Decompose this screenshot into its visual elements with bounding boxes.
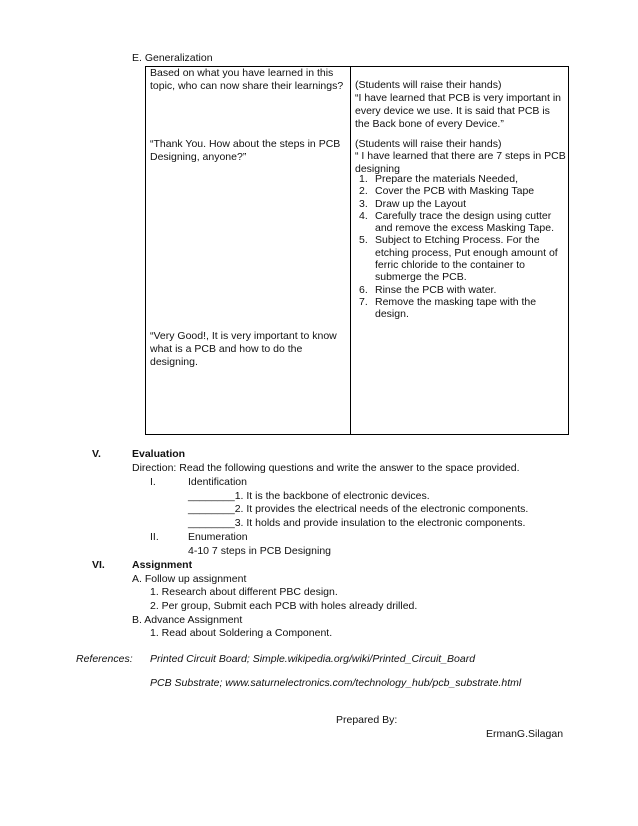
enumeration-title: Enumeration (188, 531, 248, 543)
list-item: 4. Carefully trace the design using cutter and remove the excess Masking Tape. (359, 209, 554, 235)
student-action-2: (Students will raise their hands) (355, 138, 502, 150)
evaluation-direction: Direction: Read the following questions and write the answer to the space provided. (132, 462, 520, 474)
assignment-b-item: 1. Read about Soldering a Component. (150, 627, 333, 639)
student-action-1: (Students will raise their hands) (355, 79, 502, 91)
list-item: 6. Rinse the PCB with water. (359, 283, 497, 296)
identification-item: ________1. It is the backbone of electronic devices. (188, 490, 430, 502)
evaluation-title: Evaluation (132, 448, 186, 460)
part-numeral-i: I. (150, 476, 156, 488)
preparer-name: ErmanG.Silagan (486, 728, 564, 740)
list-item: 2. Cover the PCB with Masking Tape (359, 185, 535, 198)
identification-item: ________3. It holds and provide insulation to the electronic components. (188, 517, 526, 529)
generalization-heading: E. Generalization (132, 52, 213, 64)
assignment-a-item: 2. Per group, Submit each PCB with holes already drilled. (150, 600, 418, 612)
prepared-by-label: Prepared By: (336, 714, 398, 726)
student-response-1: “I have learned that PCB is very important in every device we use. It is said that PCB is the Back bone of every Device.” (355, 92, 562, 130)
list-item: 3. Draw up the Layout (359, 197, 467, 210)
references-label: References: (76, 653, 133, 665)
enumeration-item: 4-10 7 steps in PCB Designing (188, 545, 331, 557)
assignment-a-label: A. Follow up assignment (132, 573, 247, 585)
student-response-2: “ I have learned that there are 7 steps in PCB designing (355, 150, 566, 175)
list-item: 7. Remove the masking tape with the design. (359, 295, 537, 321)
identification-title: Identification (188, 476, 247, 488)
assignment-a-item: 1. Research about different PBC design. (150, 586, 338, 598)
section-numeral-vi: VI. (92, 559, 105, 571)
reference-item: Printed Circuit Board; Simple.wikipedia.org/wiki/Printed_Circuit_Board (150, 653, 476, 665)
pcb-steps-list (355, 173, 567, 321)
teacher-prompt-1: Based on what you have learned in this topic, who can now share their learnings? (150, 67, 344, 92)
teacher-prompt-2: “Thank You. How about the steps in PCB Designing, anyone?” (150, 138, 341, 163)
list-item: 1. Prepare the materials Needed, (359, 173, 518, 185)
reference-item: PCB Substrate; www.saturnelectronics.com/technology_hub/pcb_substrate.html (150, 677, 522, 689)
part-numeral-ii: II. (150, 531, 159, 543)
assignment-b-label: B. Advance Assignment (132, 614, 243, 626)
assignment-title: Assignment (132, 559, 193, 571)
list-item: 5. Subject to Etching Process. For the etching process, Put enough amount of ferric chloride to the container to submerge the PCB. (359, 234, 558, 284)
section-numeral-v: V. (92, 448, 101, 460)
identification-item: ________2. It provides the electrical needs of the electronic components. (188, 503, 529, 515)
teacher-prompt-3: “Very Good!, It is very important to know what is a PCB and how to do the designing. (150, 330, 337, 368)
